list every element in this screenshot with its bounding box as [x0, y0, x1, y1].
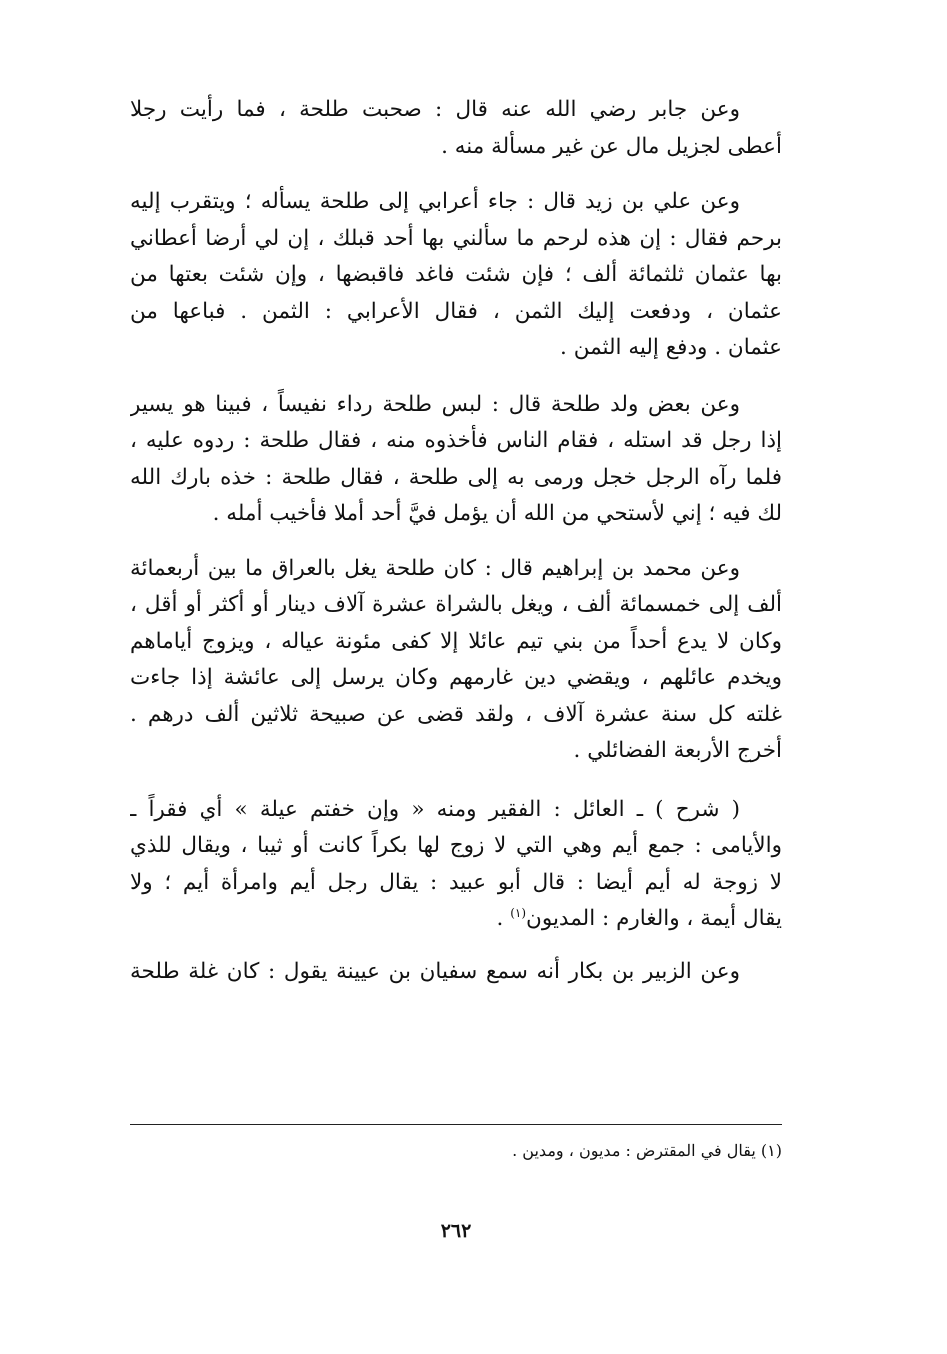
paragraph-6 [130, 954, 782, 991]
paragraph-3 [130, 387, 782, 533]
text-line: وعن بعض ولد طلحة قال : لبس طلحة رداء نفيساً ، فبينا هو يسير [130, 391, 740, 417]
text-fragment: يقال أيمة ، والغارم : المديون [526, 906, 782, 931]
text-line: ويخدم عائلهم ، ويقضي دين غارمهم وكان يرسل إلى عائشة إذا جاءت [130, 665, 782, 690]
text-line: إذا رجل قد استله ، فقام الناس فأخذوه منه ، فقال طلحة : ردوه عليه ، [130, 428, 782, 453]
text-line: وعن محمد بن إبراهيم قال : كان طلحة يغل بالعراق ما بين أربعمائة [130, 555, 740, 581]
text-line: غلته كل سنة عشرة آلاف ، ولقد قضى عن صبيحة ثلاثين ألف درهم . [130, 701, 782, 727]
text-line: ألف إلى خمسمائة ألف ، ويغل بالشراة عشرة آلاف دينار أو أكثر أو أقل ، [130, 592, 782, 617]
text-line: وعن علي بن زيد قال : جاء أعرابي إلى طلحة يسأله ؛ ويتقرب إليه [130, 189, 740, 214]
text-line: والأيامى : جمع أيم وهي التي لا زوج لها بكراً كانت أو ثيبا ، ويقال للذي [130, 833, 782, 858]
paragraph-2 [130, 184, 782, 367]
text-line: وكان لا يدع أحداً من بني تيم عائلا إلا كفى مئونة عياله ، ويزوج أياماهم [130, 628, 782, 654]
book-page [130, 92, 782, 1272]
text-line: وعن الزبير بن بكار أنه سمع سفيان بن عيينة يقول : كان غلة طلحة [130, 958, 740, 984]
text-line: لك فيه ؛ إني لأستحي من الله أن يؤمل فيَّ أحد أملا فأخيب أمله . [212, 501, 782, 526]
text-line: عثمان ، ودفعت إليك الثمن ، فقال الأعرابي : الثمن . فباعها من [130, 298, 782, 324]
text-line: ( شرح ) ـ العائل : الفقير ومنه « وإن خفتم عيلة » أي فقراً ـ [130, 796, 740, 822]
paragraph-commentary [130, 792, 782, 938]
text-line [130, 901, 782, 938]
footnote-divider [130, 1124, 782, 1125]
footnote: (١) يقال في المقترض : مديون ، ومدين . [512, 1141, 782, 1160]
page-number: ٢٦٢ [440, 1220, 472, 1242]
paragraph-1 [130, 92, 782, 165]
text-line: عثمان . ودفع إليه الثمن . [560, 335, 782, 360]
text-fragment: . [496, 906, 511, 931]
text-line: وعن جابر رضي الله عنه قال : صحبت طلحة ، فما رأيت رجلا [130, 97, 740, 122]
text-line: بها عثمان ثلثمائة ألف ؛ فإن شئت فاغد فاقبضها ، وإن شئت بعتها من [130, 262, 782, 287]
text-line: فلما رآه الرجل خجل ورمى به إلى طلحة ، فقال طلحة : خذه بارك الله [130, 464, 782, 490]
text-line: أخرج الأربعة الفضائلي . [573, 738, 782, 763]
paragraph-4 [130, 551, 782, 770]
text-line: برحم فقال : إن هذه لرحم ما سألني بها أحد قبلك ، إن لي أرضا أعطاني [130, 225, 782, 251]
text-line: أعطى لجزيل مال عن غير مسألة منه . [441, 133, 782, 159]
text-line: لا زوجة له أيم أيضا : قال أبو عبيد : يقال رجل أيم وامرأة أيم ؛ ولا [130, 869, 782, 895]
footnote-reference[interactable]: (١) [510, 905, 527, 920]
